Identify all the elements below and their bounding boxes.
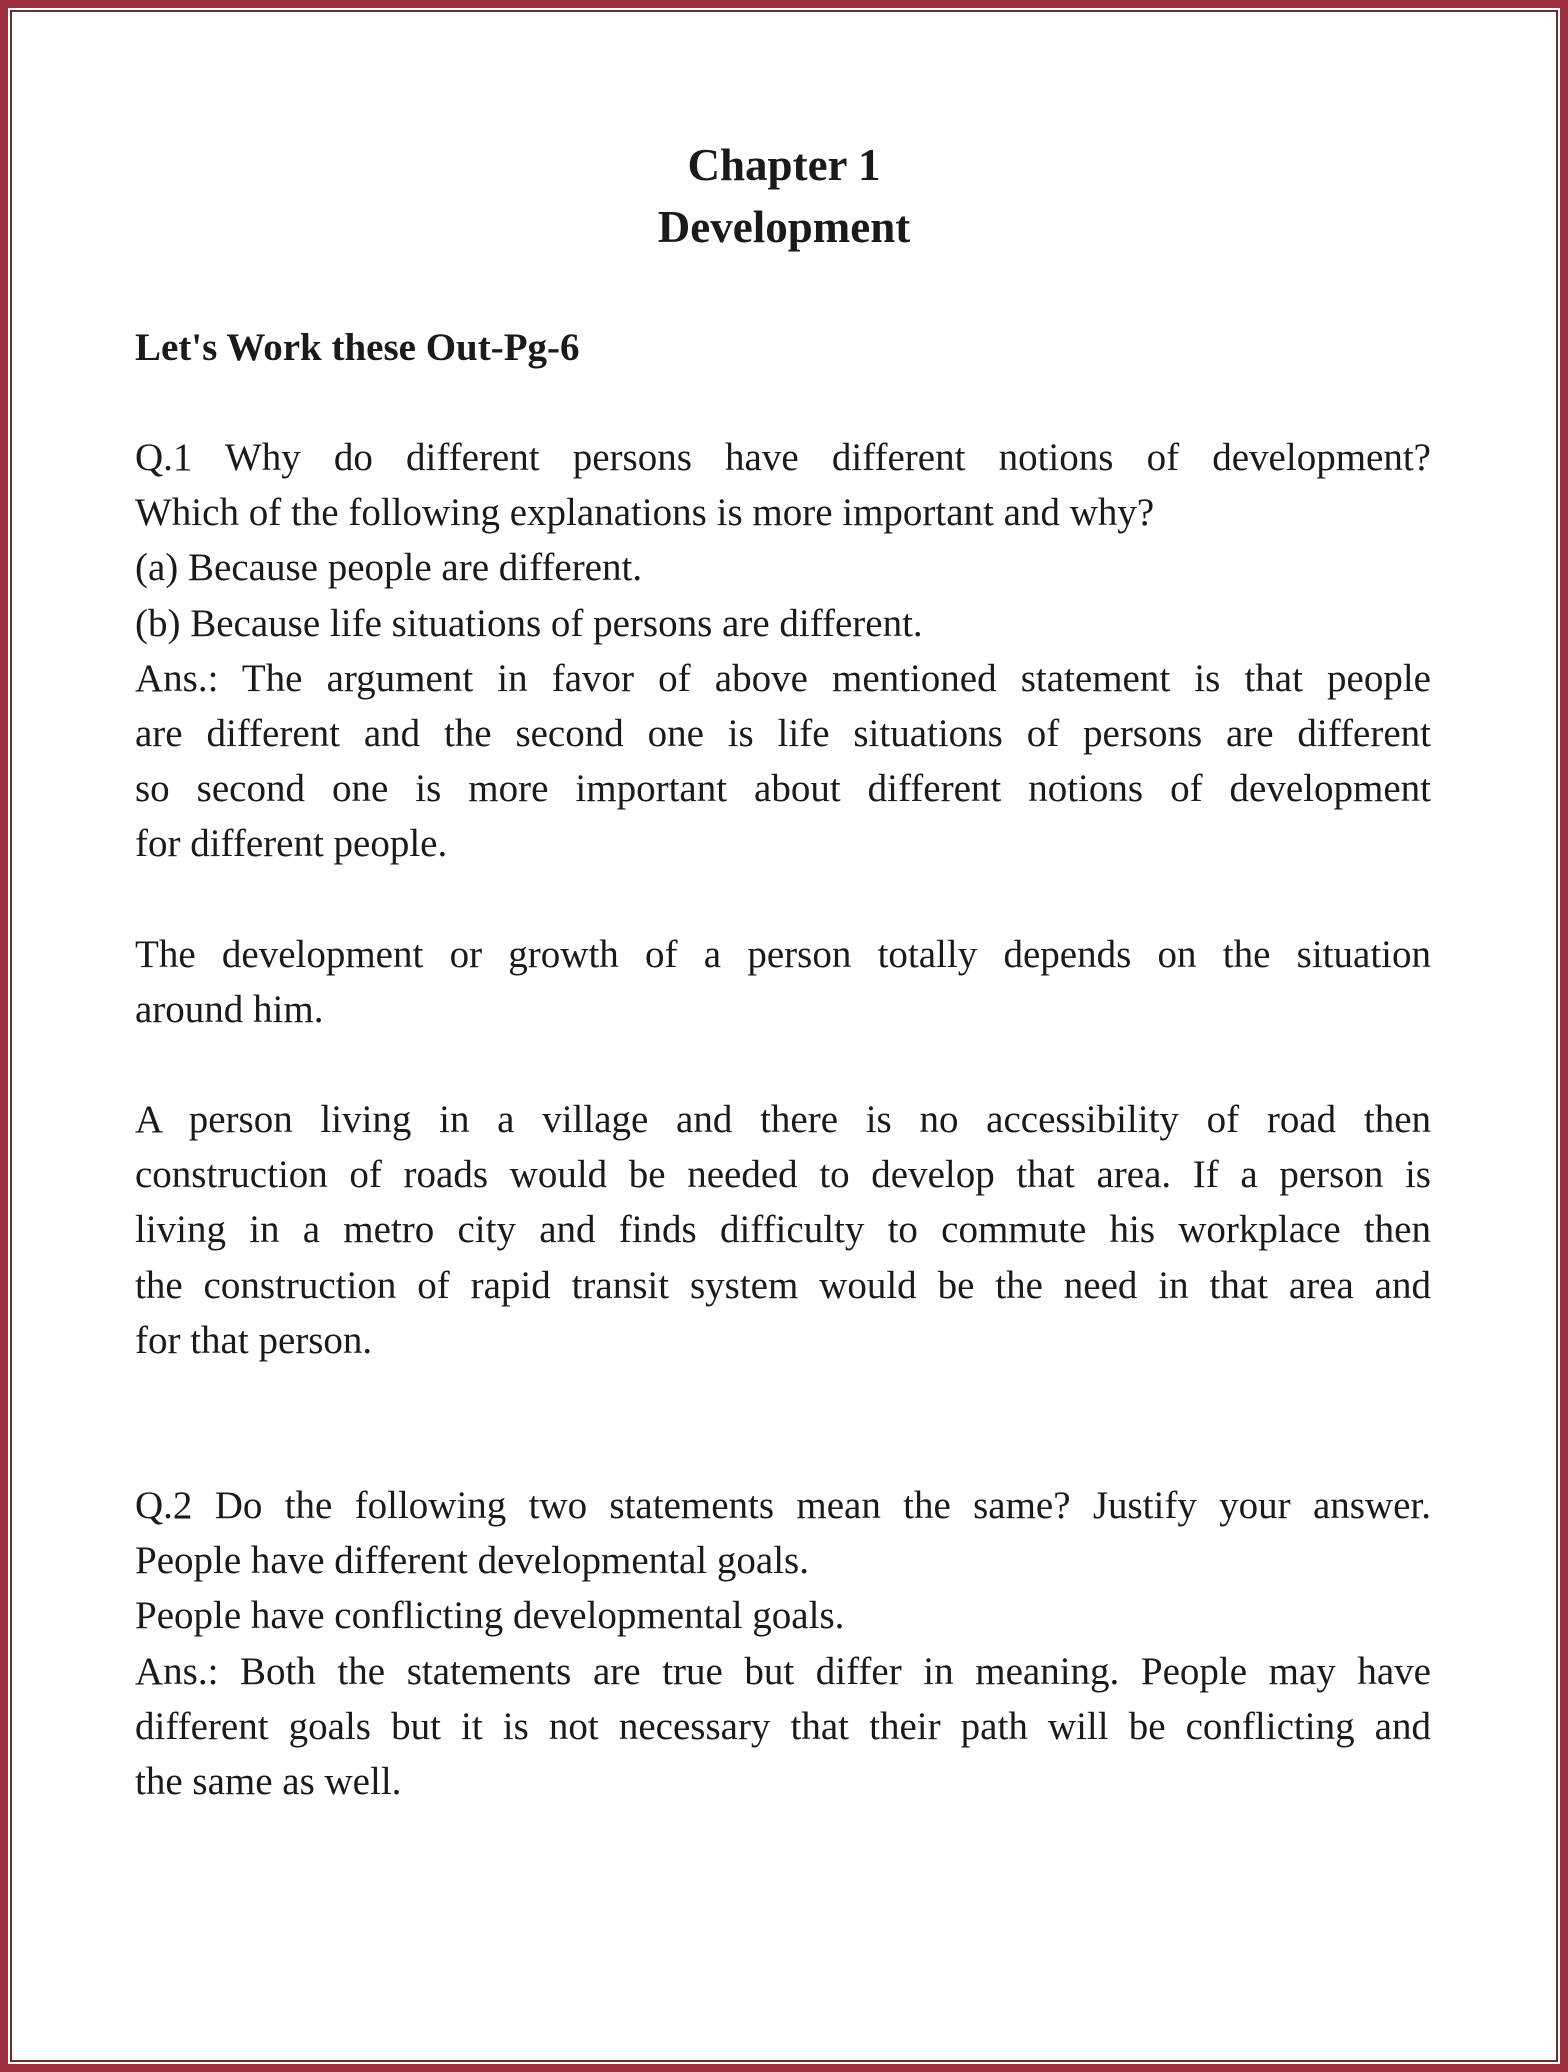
text-line: different goals but it is not necessary that their path will be conflicting and xyxy=(135,1704,1431,1748)
text-line: the same as well. xyxy=(135,1760,402,1804)
text-line: Q.1 Why do different persons have different notions of development? xyxy=(135,436,1431,479)
paragraph-3 xyxy=(135,1092,1431,1368)
question-1 xyxy=(135,430,1431,872)
chapter-number: Chapter 1 xyxy=(687,140,881,190)
paragraph-2 xyxy=(135,927,1431,1037)
text-line: for different people. xyxy=(135,822,448,866)
text-line: the construction of rapid transit system would be the need in that area and xyxy=(135,1263,1431,1307)
text-line: living in a metro city and finds difficulty to commute his workplace then xyxy=(135,1208,1431,1252)
text-line: around him. xyxy=(135,988,324,1032)
text-line: The development or growth of a person totally depends on the situation xyxy=(135,933,1431,976)
text-line: for that person. xyxy=(135,1318,373,1362)
text-line: People have conflicting developmental goals. xyxy=(135,1594,845,1638)
text-line: construction of roads would be needed to develop that area. If a person is xyxy=(135,1153,1431,1197)
section-heading: Let's Work these Out-Pg-6 xyxy=(135,326,580,369)
text-line: Ans.: Both the statements are true but differ in meaning. People may have xyxy=(135,1649,1431,1693)
text-line: People have different developmental goals. xyxy=(135,1539,809,1583)
text-line: A person living in a village and there is no accessibility of road then xyxy=(135,1098,1431,1141)
text-line: (a) Because people are different. xyxy=(135,546,643,590)
text-line: (b) Because life situations of persons are different. xyxy=(135,601,923,645)
text-line: so second one is more important about different notions of development xyxy=(135,767,1431,811)
question-2 xyxy=(135,1478,1431,1809)
chapter-title: Development xyxy=(657,202,911,252)
text-line: Q.2 Do the following two statements mean the same? Justify your answer. xyxy=(135,1484,1431,1527)
text-line: Which of the following explanations is more important and why? xyxy=(135,491,1155,535)
text-line: Ans.: The argument in favor of above mentioned statement is that people xyxy=(135,656,1431,700)
text-line: are different and the second one is life situations of persons are different xyxy=(135,712,1431,756)
